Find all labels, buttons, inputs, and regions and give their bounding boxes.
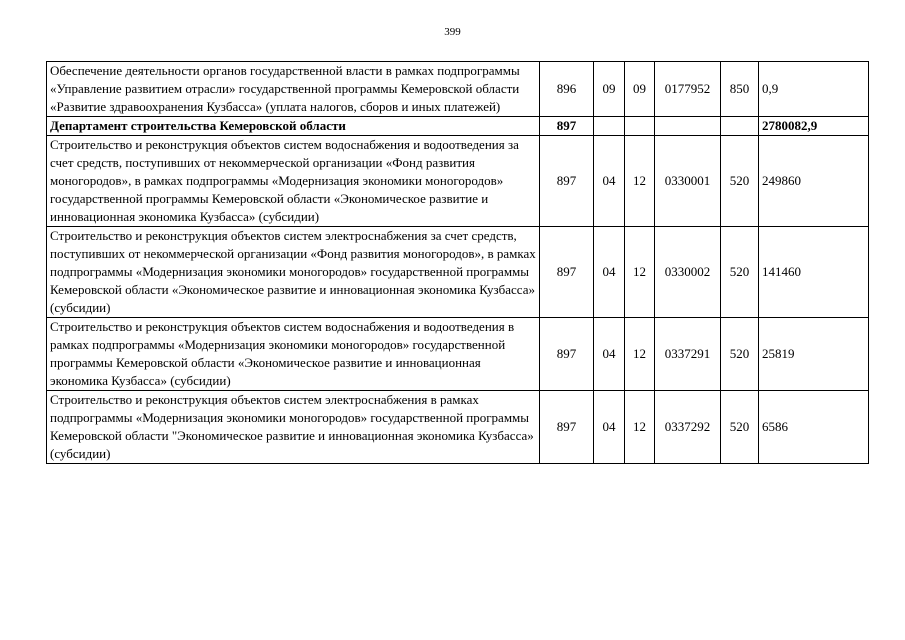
amount: 0,9: [759, 62, 869, 117]
target-article-code: [655, 117, 721, 136]
grbs-code: 897: [540, 391, 594, 464]
table-row: [47, 136, 869, 227]
section-code: 04: [594, 318, 625, 391]
amount: 25819: [759, 318, 869, 391]
subsection-code: 12: [625, 391, 655, 464]
amount: 2780082,9: [759, 117, 869, 136]
expense-type-code: 520: [721, 227, 759, 318]
grbs-code: 897: [540, 227, 594, 318]
table-row: [47, 391, 869, 464]
section-code: 04: [594, 136, 625, 227]
row-description: Строительство и реконструкция объектов систем водоснабжения и водоотведения в рамках подпрограммы «Модернизация экономики моногородов» государственной программы Кемеровской области «Экономическое развитие и инновационная экономика Кузбасса» (субсидии): [47, 318, 540, 391]
section-code: 04: [594, 391, 625, 464]
table-row-department: [47, 117, 869, 136]
subsection-code: 12: [625, 227, 655, 318]
row-description: Департамент строительства Кемеровской области: [47, 117, 540, 136]
expense-type-code: 520: [721, 391, 759, 464]
target-article-code: 0330001: [655, 136, 721, 227]
expense-type-code: 850: [721, 62, 759, 117]
subsection-code: 09: [625, 62, 655, 117]
grbs-code: 896: [540, 62, 594, 117]
subsection-code: 12: [625, 136, 655, 227]
row-description: Строительство и реконструкция объектов систем электроснабжения в рамках подпрограммы «Модернизация экономики моногородов» государственной программы Кемеровской области "Экономическое развитие и инновационная экономика Кузбасса» (субсидии): [47, 391, 540, 464]
section-code: 09: [594, 62, 625, 117]
row-description: Строительство и реконструкция объектов систем электроснабжения за счет средств, поступивших от некоммерческой организации «Фонд развития моногородов», в рамках подпрограммы «Модернизация экономики моногородов» государственной программы Кемеровской области «Экономическое развитие и инновационная экономика Кузбасса» (субсидии): [47, 227, 540, 318]
expense-type-code: 520: [721, 318, 759, 391]
subsection-code: 12: [625, 318, 655, 391]
table-row: [47, 318, 869, 391]
target-article-code: 0330002: [655, 227, 721, 318]
amount: 249860: [759, 136, 869, 227]
amount: 6586: [759, 391, 869, 464]
row-description: Обеспечение деятельности органов государственной власти в рамках подпрограммы «Управление развитием отрасли» государственной программы Кемеровской области «Развитие здравоохранения Кузбасса» (уплата налогов, сборов и иных платежей): [47, 62, 540, 117]
page-number: 399: [444, 26, 461, 38]
table-row: [47, 227, 869, 318]
target-article-code: 0337292: [655, 391, 721, 464]
table-row: [47, 62, 869, 117]
section-code: [594, 117, 625, 136]
budget-table: [46, 61, 869, 464]
row-description: Строительство и реконструкция объектов систем водоснабжения и водоотведения за счет средств, поступивших от некоммерческой организации «Фонд развития моногородов», в рамках подпрограммы «Модернизация экономики моногородов» государственной программы Кемеровской области «Экономическое развитие и инновационная экономика Кузбасса» (субсидии): [47, 136, 540, 227]
expense-type-code: [721, 117, 759, 136]
section-code: 04: [594, 227, 625, 318]
target-article-code: 0177952: [655, 62, 721, 117]
grbs-code: 897: [540, 136, 594, 227]
grbs-code: 897: [540, 117, 594, 136]
target-article-code: 0337291: [655, 318, 721, 391]
amount: 141460: [759, 227, 869, 318]
subsection-code: [625, 117, 655, 136]
expense-type-code: 520: [721, 136, 759, 227]
grbs-code: 897: [540, 318, 594, 391]
